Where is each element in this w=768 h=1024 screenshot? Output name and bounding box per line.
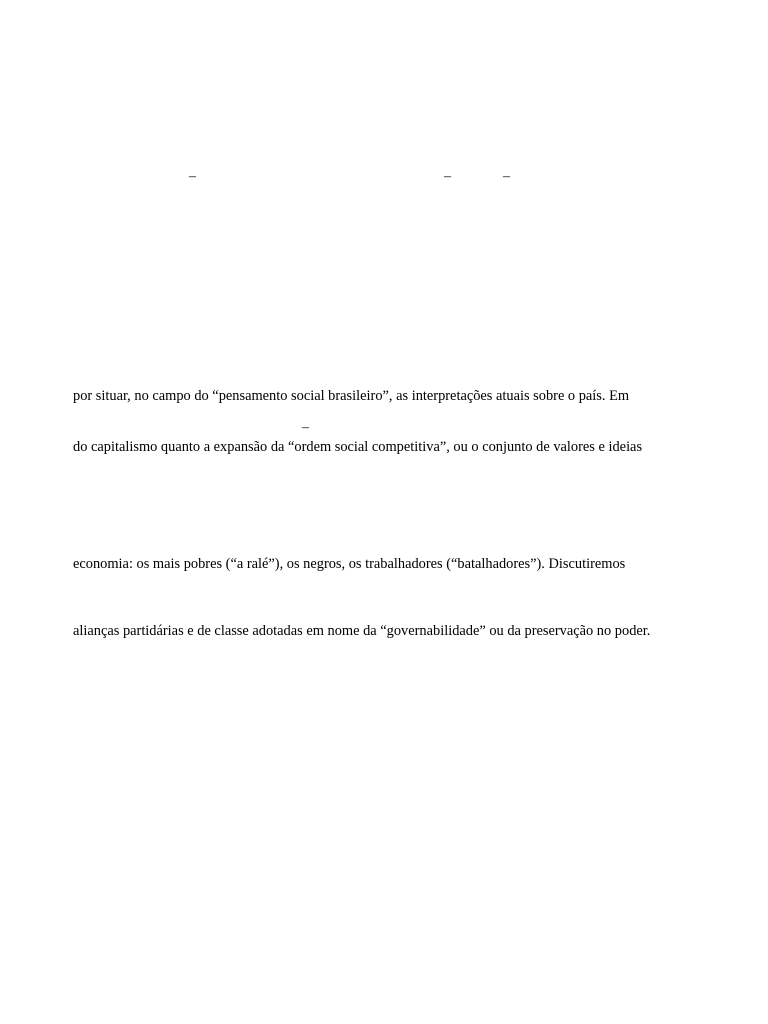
dash-mark: – (503, 169, 510, 184)
dash-mark: – (189, 169, 196, 184)
text-line: por situar, no campo do “pensamento social brasileiro”, as interpretações atuais sobre o país. Em (73, 388, 630, 404)
text-line: do capitalismo quanto a expansão da “ordem social competitiva”, ou o conjunto de valores e ideias (73, 439, 643, 455)
dash-mark: – (302, 420, 309, 435)
dash-mark: – (444, 169, 451, 184)
text-line: economia: os mais pobres (“a ralé”), os negros, os trabalhadores (“batalhadores”). Discutiremos (73, 556, 626, 572)
text-line: alianças partidárias e de classe adotadas em nome da “governabilidade” ou da preservação no poder. (73, 623, 651, 639)
